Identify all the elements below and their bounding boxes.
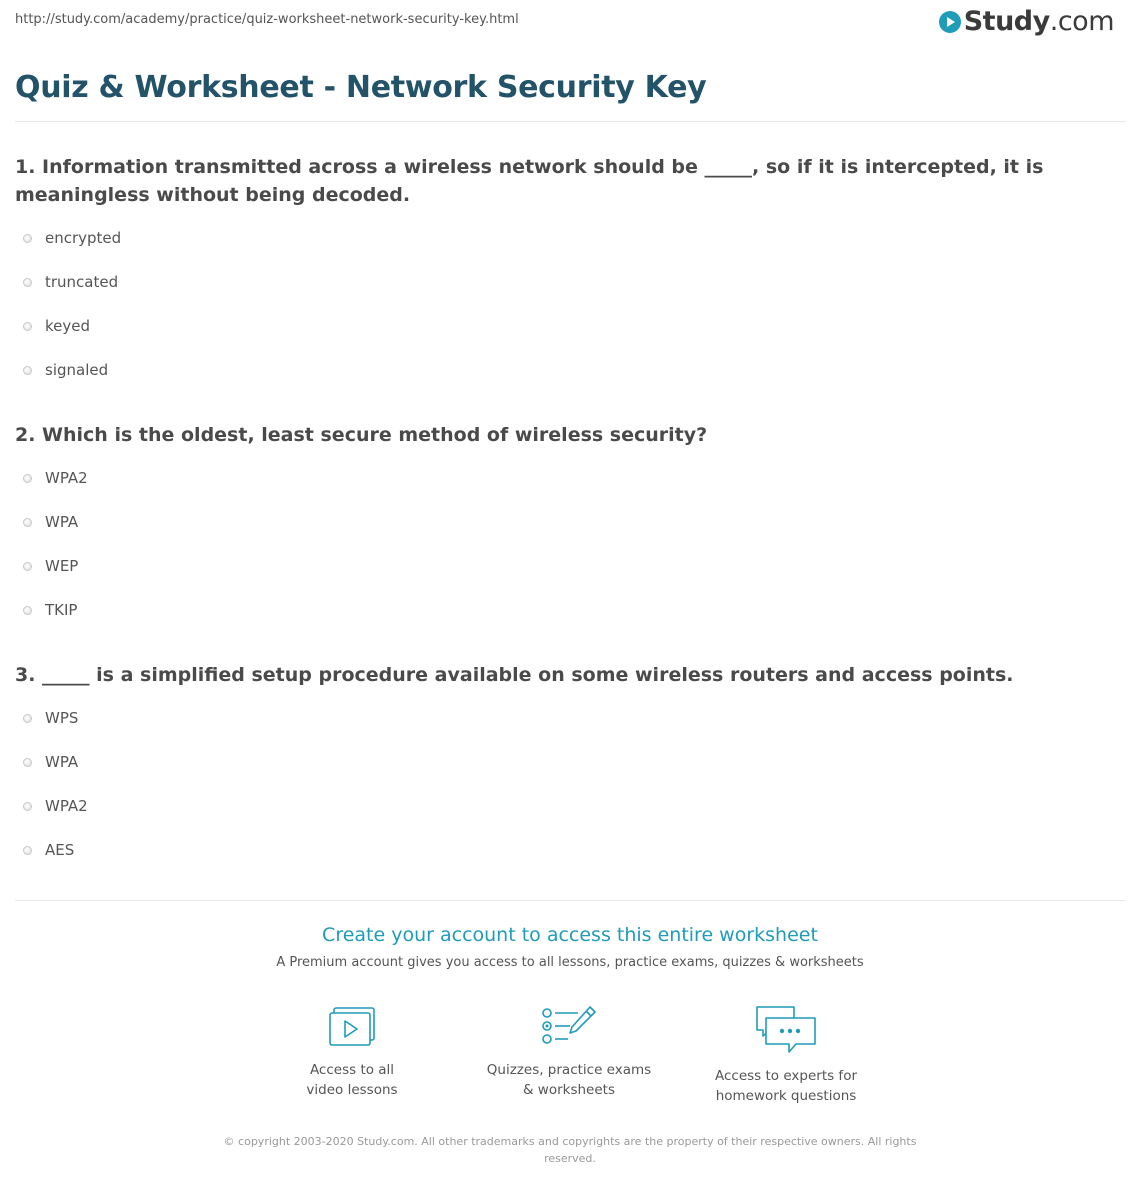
radio-button[interactable] (23, 278, 32, 287)
q2-option-4[interactable] (23, 600, 77, 620)
radio-button[interactable] (23, 606, 32, 615)
title-divider (15, 121, 1125, 122)
page-url: http://study.com/academy/practice/quiz-worksheet-network-security-key.html (15, 12, 519, 27)
radio-button[interactable] (23, 366, 32, 375)
option-label: signaled (45, 361, 109, 379)
radio-button[interactable] (23, 322, 32, 331)
logo-text (964, 6, 1114, 37)
question-2: 2. Which is the oldest, least secure method of wireless security? (15, 424, 708, 446)
cta-divider (15, 900, 1125, 901)
q2-option-3[interactable] (23, 556, 78, 576)
feature-video-lessons (252, 1004, 452, 1100)
q3-option-2[interactable] (23, 752, 78, 772)
video-lessons-icon (326, 1004, 378, 1050)
page-title: Quiz & Worksheet - Network Security Key (15, 70, 707, 105)
q3-option-4[interactable] (23, 840, 74, 860)
option-label: keyed (45, 317, 91, 335)
quiz-checklist-icon (540, 1004, 598, 1050)
radio-button[interactable] (23, 234, 32, 243)
q2-option-2[interactable] (23, 512, 78, 532)
option-label: WPA2 (45, 797, 88, 815)
option-label: WPA (45, 513, 79, 531)
option-label: TKIP (45, 601, 78, 619)
feature-quizzes (469, 1004, 669, 1100)
radio-button[interactable] (23, 562, 32, 571)
option-label: WPA (45, 753, 79, 771)
radio-button[interactable] (23, 518, 32, 527)
feature-label: Access to all video lessons (306, 1062, 398, 1098)
question-1: 1. Information transmitted across a wireless network should be _____, so if it is intercepted, it is meaningless without being decoded. (15, 156, 1044, 206)
q3-option-1[interactable] (23, 708, 78, 728)
radio-button[interactable] (23, 758, 32, 767)
option-label: WPA2 (45, 469, 88, 487)
q1-option-3[interactable] (23, 316, 90, 336)
q3-option-3[interactable] (23, 796, 88, 816)
option-label: WPS (45, 709, 79, 727)
radio-button[interactable] (23, 714, 32, 723)
q1-option-4[interactable] (23, 360, 108, 380)
cta-subheading: A Premium account gives you access to all lessons, practice exams, quizzes & worksheets (276, 955, 864, 970)
radio-button[interactable] (23, 474, 32, 483)
option-label: WEP (45, 557, 79, 575)
option-label: truncated (45, 273, 119, 291)
question-3: 3. _____ is a simplified setup procedure available on some wireless routers and access points. (15, 664, 1014, 686)
q1-option-1[interactable] (23, 228, 121, 248)
study-logo[interactable] (939, 6, 1114, 37)
radio-button[interactable] (23, 802, 32, 811)
play-logo-icon (939, 11, 961, 33)
copyright-footer: © copyright 2003-2020 Study.com. All other trademarks and copyrights are the property of their respective owners. All rights reserved. (223, 1135, 917, 1165)
feature-label: Access to experts for homework questions (714, 1068, 857, 1104)
radio-button[interactable] (23, 846, 32, 855)
q1-option-2[interactable] (23, 272, 118, 292)
feature-experts (686, 1004, 886, 1106)
q2-option-1[interactable] (23, 468, 88, 488)
option-label: AES (45, 841, 75, 859)
chat-bubbles-icon (754, 1004, 818, 1056)
logo-suffix: .com (1049, 6, 1114, 37)
create-account-link[interactable]: Create your account to access this entire worksheet (322, 924, 818, 946)
feature-label: Quizzes, practice exams & worksheets (486, 1062, 652, 1098)
option-label: encrypted (45, 229, 122, 247)
logo-name: Study (963, 6, 1050, 37)
